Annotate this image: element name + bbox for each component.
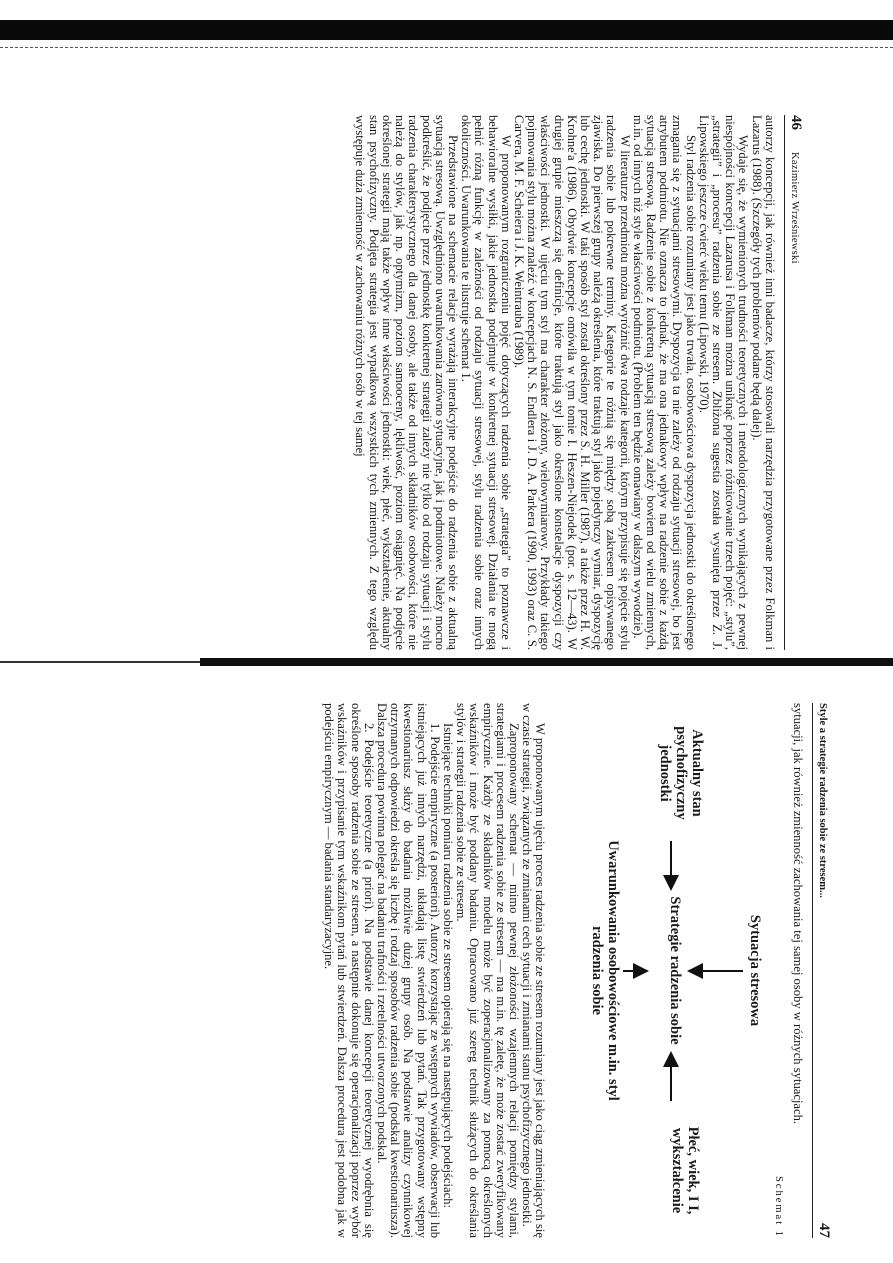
running-head: Style a strategie radzenia sobie ze stresem...	[817, 703, 828, 898]
paragraph: sytuacji, jak również zmienność zachowania tej samej osoby w różnych sytuacjach.	[790, 703, 805, 1125]
paragraph: 2. Podejście teoretyczne (a priori). Na podstawie danej koncepcji teoretycznej wyodrębnia się określone sposoby radzenia sobie ze stresem, a następnie dokonuje się operacjonalizacji poprzez wybór wskaźników i przypisanie tym wskaźnikom pytań lub stwierdzeń. Dalsza procedura jest podobna jak w podejściu empirycznym — badania standaryzacyjne.	[322, 703, 376, 1238]
page-number: 46	[788, 115, 804, 130]
scan-top-edge	[0, 20, 893, 40]
page-header	[812, 703, 830, 1238]
paragraph: Istniejące techniki pomiaru radzenia sobie ze stresem opierają się na następujących podejściach:	[440, 723, 455, 1209]
paragraph: W proponowanym ujęciu proces radzenia sobie ze stresem rozumiany jest jako ciąg zmieniających się w czasie strategii, związanych ze zmianami cech sytuacji i zmianami stanu psychofizycznego jednostki.	[520, 703, 548, 1238]
scan-fold-shadow	[200, 658, 893, 666]
diagram-node-psychophysical-state: Aktualny stan psychofizyczny jednostki	[657, 726, 706, 820]
scan-fold-line	[0, 661, 200, 663]
paragraph: 1. Podejście empiryczne (a posteriori). Autorzy korzystając ze wstępnych wywiadów, obserwacji lub istniejących już innych narzędzi, układają listę stwierdzeń lub pytań. Tak przygotowany wstępny kwestionariusz służy do badania możliwie dużej grupy osób. Na podstawie analizy czynnikowej otrzymanych odpowiedzi określa się liczbę i rodzaj sposobów radzenia sobie (podskal kwestionariusza). Dalsza procedura powinna polegać na badaniu trafności i rzetelności utworzonych podskal.	[374, 703, 442, 1238]
paragraph: Styl radzenia sobie rozumiany jest jako trwała, osobowościowa dyspozycja jednostki do określonego zmagania się z sytuacjami stresowymi. Dyspozycja ta nie zależy od rodzaju sytuacji stresowej, bo jest atrybutem podmiotu. Nie oznacza to jednak, że ma ona jednakowy wpływ na radzenie sobie z każdą sytuacją stresową. Radzenie sobie z konkretną sytuacją stresową zależy bowiem od wielu zmiennych, m.in. od innych niż style właściwości podmiotu. (Problem ten będzie omawiany w dalszym wywodzie).	[630, 115, 698, 650]
diagram-node-strategies: Strategie radzenia sobie	[667, 896, 684, 1045]
schemat-label: Schemat 1	[772, 1175, 784, 1238]
paragraph: Przedstawione na schemacie relacje wyrażają interakcyjne podejście do radzenia sobie z aktualną sytuacją stresową. Uwzględniono uwarunkowania zarówno sytuacyjne, jak i podmiotowe. Należy mocno podkreślić, że podjęcie przez jednostkę konkretnej strategii zależy nie tylko od rodzaju sytuacji i stylu radzenia charakterystycznego dla danej osoby, ale także od innych składników osobowości, które nie należą do stylów, jak np. optymizm, poziom samooceny, lękliwość, poziom osiągnięć. Na podjęcie określonej strategii mają także wpływ inne właściwości jednostki: wiek, płeć, wykształcenie, aktualny stan psychofizyczny. Podjęta strategia jest wypadkową wszystkich tych zmiennych. Z tego względu występuje duża zmienność w zachowaniu różnych osób w tej samej	[353, 115, 460, 650]
page-47	[90, 703, 830, 1238]
paragraph: W proponowanym rozgraniczeniu pojęć dotyczących radzenia sobie „strategia” to poznawcze i behawioralne wysiłki, jakie jednostka podejmuje w konkretnej sytuacji stresowej. Działania te mogą pełnić różną funkcję w zależności od rodzaju sytuacji stresowej, stylu radzenia sobie oraz innych okoliczności. Uwarunkowania te ilustruje schemat 1.	[459, 115, 513, 650]
page-number: 47	[816, 1223, 832, 1238]
diagram-node-situation: Sytuacja stresowa	[747, 914, 764, 1027]
diagram-node-personality: Uwarunkowania osobowościowe m.in. styl radzenia sobie	[589, 840, 622, 1101]
running-author: Kazimierz Wrześniewski	[789, 152, 800, 264]
page-header	[784, 115, 802, 650]
schemat-diagram	[552, 703, 767, 1238]
paragraph: W literaturze przedmiotu można wyróżnić dwa rodzaje kategorii, którym przypisuje się pojęcie stylu radzenia sobie lub pokrewne terminy. Kategorie te różnią się między sobą zakresem opisywanego zjawiska. Do pierwszej grupy należą określenia, które traktują styl jako pojedynczy wymiar, dyspozycję lub cechę jednostki. W taki sposób styl został określony przez S. H. Miller (1987), a także przez H. W. Krohne'a (1986). Obydwie koncepcje omówiła w tym tomie I. Heszen-Niejodek (por. s. 12—43). W drugiej grupie mieszczą się definicje, które traktują styl jako określone konstelacje dyspozycji czy właściwości jednostki. W ujęciu tym styl ma charakter złożony, wielowymiarowy. Przykłady takiego pojmowania stylu można znaleźć w koncepcjach N. S. Endlera i J. D. A. Parkera (1990, 1993) oraz C. S. Carvera, M. F. Scheiera i J. K. Weintrauba (1989).	[511, 115, 632, 650]
paragraph: Wydaje się, że wymienionych trudności teoretycznych i metodologicznych wynikających z pewnej niespójności koncepcji Lazarusa i Folkman można uniknąć poprzez różnicowanie trzech pojęć: „stylu”, „strategii” i „procesu” radzenia sobie ze stresem. Zbliżona sugestia została wysunięta przez Z. J. Lipowskiego jeszcze ćwierć wieku temu (Lipowski, 1970).	[696, 115, 751, 650]
diagram-node-demographics: Płeć, wiek, I I, wykształcenie	[669, 1126, 702, 1215]
diagram-arrows	[552, 703, 767, 1238]
page-46	[62, 115, 802, 650]
paragraph: autorzy koncepcji, jak również inni badacze, którzy stosowali narzędzia przygotowane przez Folkman i Lazarus (1988). (Szczegóły tych problemów podane będą dalej).	[749, 115, 777, 650]
paragraph: Zaproponowany schemat — mimo pewnej złożoności wzajemnych relacji pomiędzy stylami, strategiami i procesem radzenia sobie ze stresem — ma m.in. tę zaletę, że może zostać zweryfikowany empirycznie. Każdy ze składników modelu może być zoperacjonalizowany za pomocą określonych wskaźników i może być poddany badaniu. Opracowano już szereg technik służących do określania stylów i strategii radzenia sobie ze stresem.	[454, 703, 521, 1238]
scan-dash-line	[0, 47, 893, 48]
